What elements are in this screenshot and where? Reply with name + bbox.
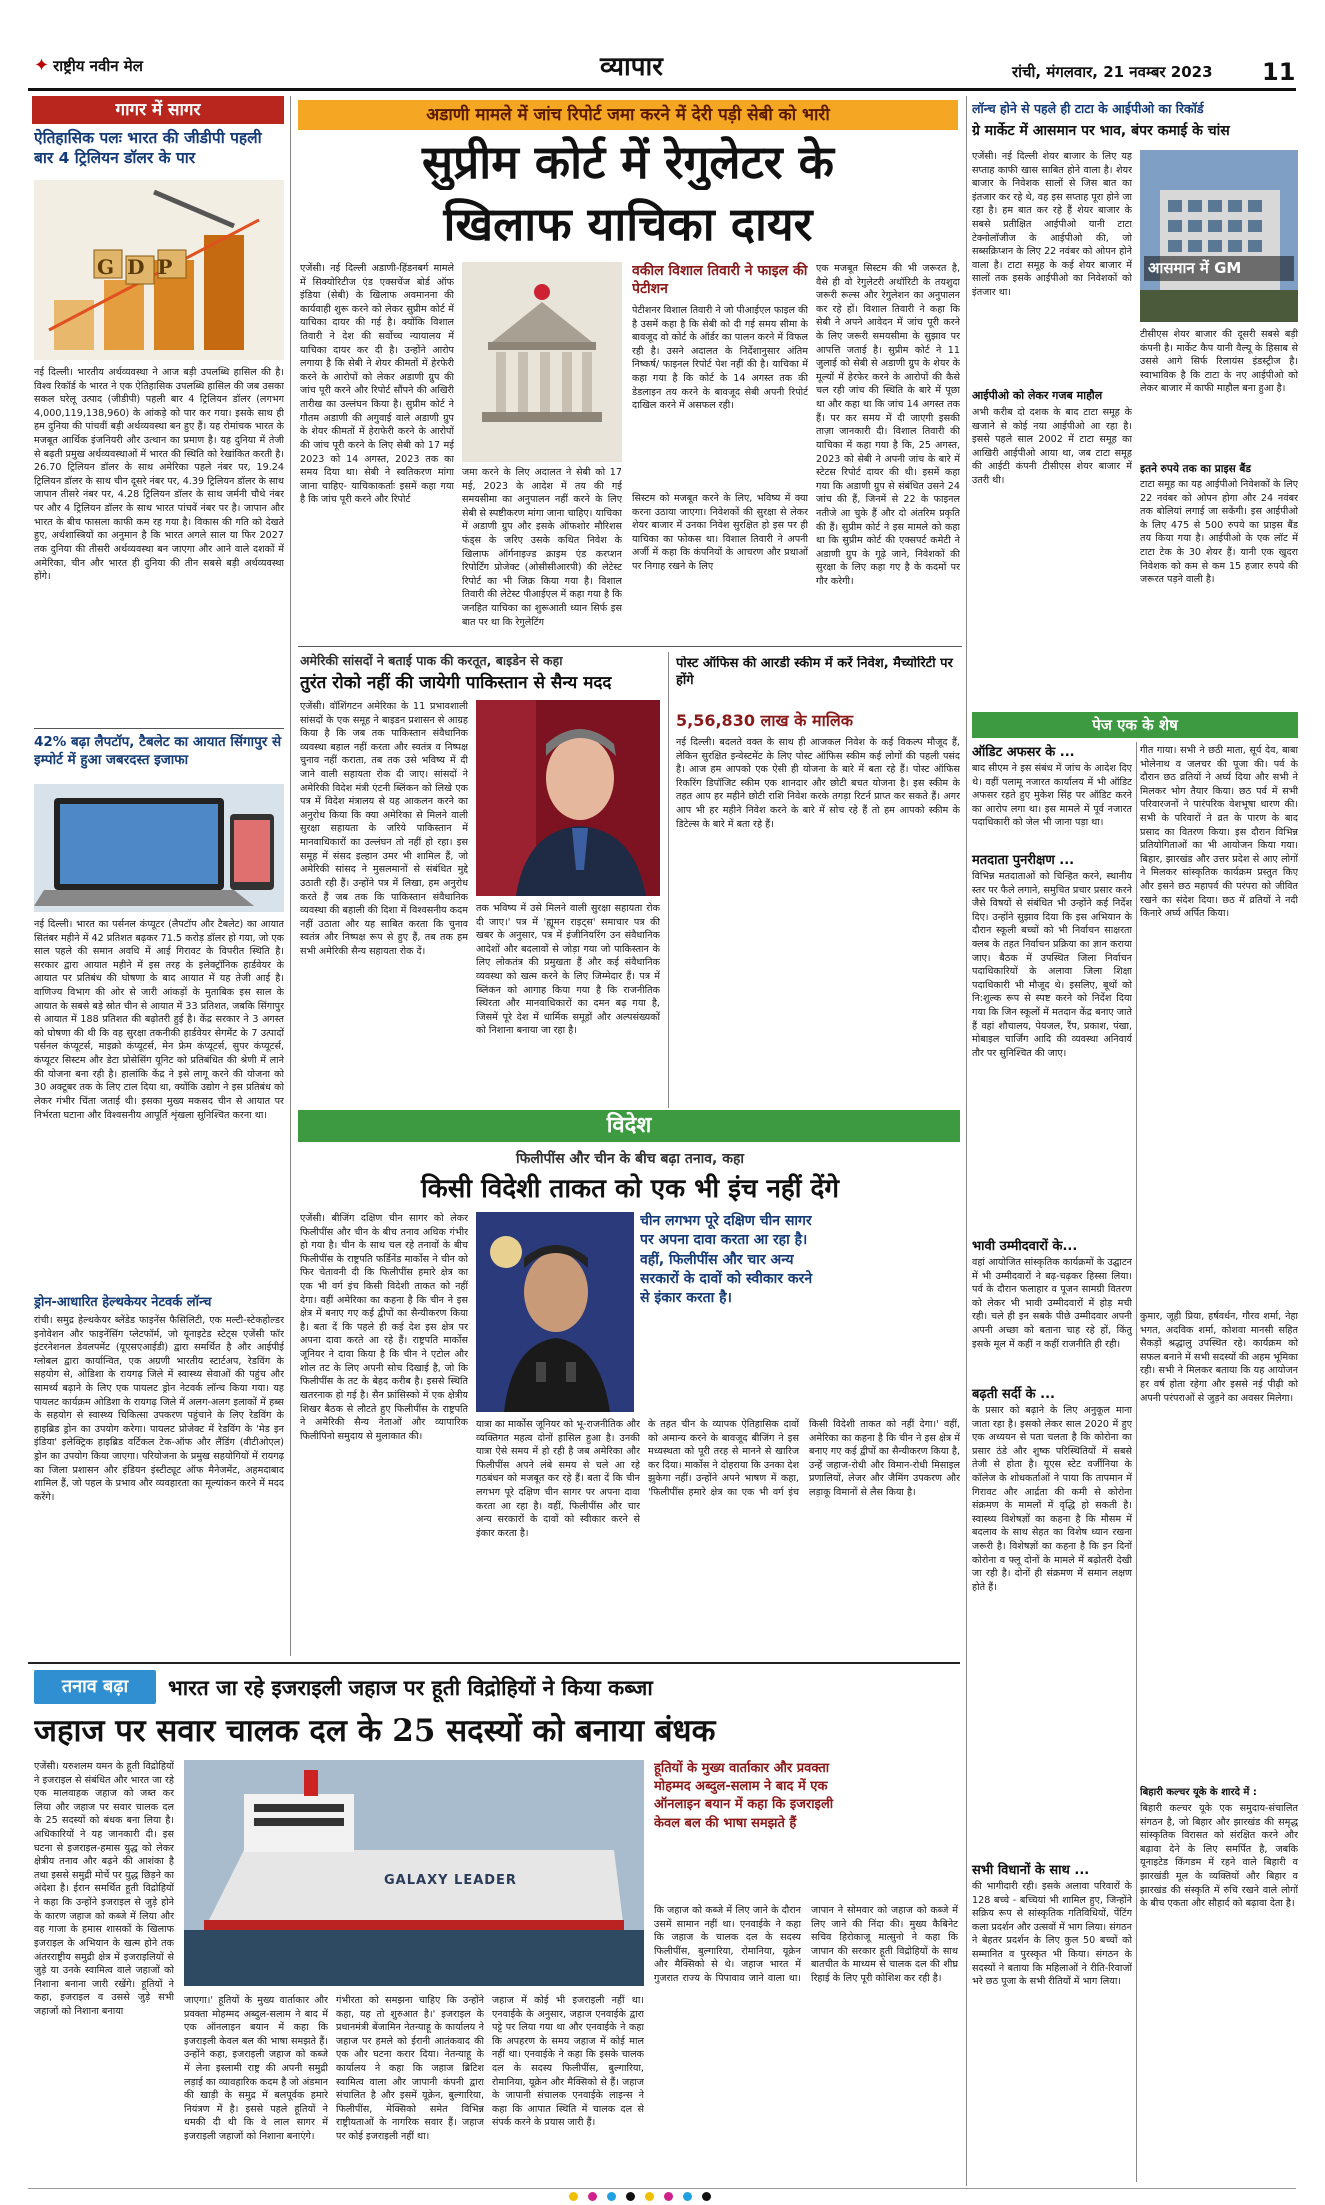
gdp-image	[34, 180, 284, 360]
registration-dot	[645, 2192, 654, 2201]
videsh-band: विदेश	[298, 1110, 960, 1142]
rule	[298, 646, 962, 647]
videsh-quote: चीन लगभग पूरे दक्षिण चीन सागर पर अपना दावा करता आ रहा है। वहीं, फिलीपींस और चार अन्य सरकारों के दावों को स्वीकार करने से इंकार करता है।	[640, 1213, 813, 1307]
lead-box-body: पेटीशनर विशाल तिवारी ने जो पीआईएल फाइल की है उसमें कहा है कि सेबी को दी गई समय सीमा के बावजूद वो कोर्ट के ऑर्डर का पालन करने में विफल रही है। उसने अदालत के निर्देशानुसार अंतिम निष्कर्ष/ फाइनल रिपोर्ट पेश नहीं की है। याचिका में कहा गया है कि कोर्ट के 14 अगस्त तक की डेडलाइन तय करने के बावजूद सेबी अपनी रिपोर्ट दाखिल करने में असफल रही।	[632, 305, 808, 412]
laptop-headline: 42% बढ़ा लैपटॉप, टैबलेट का आयात सिंगापुर से इम्पोर्ट में हुआ जबरदस्त इजाफा	[34, 734, 282, 768]
lead-col4: एक मजबूत सिस्टम की भी जरूरत है, वैसे ही वो रेगुलेटरी अथॉरिटी के तयशुदा जरूरी रूल्स और रेगुलेशन का अनुपालन कर रहे हों। विशाल तिवारी ने कहा कि सेबी ने अपने आवेदन में जांच पूरी करने के लिए जरूरी समयसीमा के सुझाव पर आपत्ति जताई है। सुप्रीम कोर्ट ने 11 जुलाई को सेबी से अडाणी ग्रुप के शेयर के मूल्यों में हेरफेर करने के आरोपों की कैसे चल रही जांच की स्थिति के बारे में पूछा था और कहा था कि जांच 14 अगस्त तक हैं। पर कर समय में दी जाएगी इसकी ताज़ा जानकारी दी। विशाल तिवारी की याचिका में कहा गया है कि, 25 अगस्त, 2023 को सेबी ने अपनी जांच के बारे में स्टेटस रिपोर्ट दायर की थी। इसमें कहा गया कि अडाणी ग्रुप से संबंधित उसने 24 जांच की हैं, जिनमें से 22 के फाइनल नतीजे आ चुके हैं और दो अंतरिम प्रकृति की हैं। सुप्रीम कोर्ट ने इस मामले को कहा था कि सुप्रीम कोर्ट की एक्सपर्ट कमेटी ने अडाणी ग्रुप के गूढ़े जाने, निवेशकों की सुरक्षा के लिए कहा गए है के कदमों पर गौर करेगी।	[816, 263, 960, 588]
blinken-kicker: अमेरिकी सांसदों ने बताई पाक की करतूत, बाइडेन से कहा	[300, 653, 563, 668]
videsh-kicker: फिलीपींस और चीन के बीच बढ़ा तनाव, कहा	[515, 1151, 745, 1167]
col-divider-left	[290, 96, 291, 1656]
tata-body3: टीसीएस शेयर बाजार की दूसरी सबसे बड़ी कंपनी है। मार्केट कैप यानी वैल्यू के हिसाब से उससे आगे सिर्फ रिलायंस इंडस्ट्रीज है। स्वाभाविक है कि टाटा के नए आईपीओ को लेकर बाजार में काफी माहौल बना हुआ है।	[1140, 329, 1298, 395]
shesh-body-2: विभिन्न मतदाताओं को चिन्हित करने, स्थानीय स्तर पर फैले लगाने, समुचित प्रचार प्रसार करने जैसे विषयों से संबंधित भी उन्होंने कई निर्देश दिए। उन्होंने सुझाव दिया कि इस अभियान के दौरान स्कूली बच्चों को भी निर्वाचन साक्षरता क्लब के तहत निर्वाचन प्रक्रिया का ज्ञान कराया जाए। बैठक में उपस्थित जिला निर्वाचन पदाधिकारियों के अलावा जिला शिक्षा पदाधिकारी भी मौजूद थे। इसलिए, बूथों को नि:शुल्क रूप से स्पष्ट करने को निर्देश दिया गया कि जिन स्कूलों में मतदान केंद्र बनाए जाते हैं वहां शौचालय, पेयजल, रैंप, प्रकाश, पंखा, मोबाइल चार्जिंग आदि की व्यवस्था अनिवार्य तौर पर सुनिश्चित की जाए।	[972, 871, 1132, 1059]
blinken-photo	[476, 700, 660, 896]
shesh-heading-4: बढ़ती सर्दी के ...	[972, 1387, 1055, 1402]
drone-headline: ड्रोन-आधारित हेल्थकेयर नेटवर्क लॉन्च	[34, 1295, 212, 1310]
tata-sub2: इतने रुपये तक का प्राइस बैंड	[1140, 463, 1251, 475]
blinken-body2: तक भविष्य में उसे मिलने वाली सुरक्षा सहायता रोक दी जाए।' पत्र में 'ह्यूमन राइट्स' समाचार पत्र की खबर के अनुसार, पत्र में इंजीनियरिंग उन संवैधानिक आदेशों और बदलावों से जोड़ा गया जो पाकिस्तान के लिए लोकतंत्र की प्रमुखता हैं और कई संवैधानिक व्यवस्था को खत्म करने के लिए जिम्मेदार हैं। पत्र में ब्लिंकन को आगाह किया गया है कि राजनीतिक स्थिरता और मानवाधिकारों का दमन बढ़ गया है, जिसमें पूरे देश में धार्मिक समूहों और अल्पसंख्यकों को निशाना बनाया जा रहा है।	[476, 903, 660, 1037]
lead-box-headline: वकील विशाल तिवारी ने फाइल की पेटीशन	[632, 263, 808, 298]
videsh-body2: यात्रा का मार्कोस जूनियर को भू-राजनीतिक और व्यक्तिगत महत्व दोनों हासिल हुआ है। उनकी यात्रा ऐसे समय में हो रही है जब अमेरिका और फिलीपींस अपने लंबे समय से चले आ रहे गठबंधन को मजबूत कर रहे हैं। बता दें कि चीन लगभग पूरे दक्षिण चीन सागर पर अपना दावा करता आ रहा है। वहीं, फिलीपींस और चार अन्य सरकारों के दावों को स्वीकार करने से इंकार करता है।	[476, 1419, 640, 1539]
shesh-body-4: के प्रसार को बढ़ाने के लिए अनुकूल माना जाता रहा है। इसको लेकर साल 2020 में हुए एक अध्ययन से पता चलता है कि कोरोना का प्रसार ठंडे और शुष्क परिस्थितियों में सबसे तेजी से होता है। यूएस स्टेट वर्जीनिया के कॉलेज के शोधकर्ताओं ने पाया कि तापमान में गिरावट और आर्द्रता की कमी से कोरोना संक्रमण के मामलों में वृद्धि हो सकती है। स्वास्थ्य विशेषज्ञों का कहना है कि मौसम में बदलाव के साथ सेहत का विशेष ध्यान रखना जरूरी है। विशेषज्ञों का कहना है कि इन दिनों कोरोना व फ्लू दोनों के मामले में बढ़ोतरी देखी जा रही है। दोनों ही संक्रमण में समान लक्षण होते हैं।	[972, 1405, 1132, 1593]
marcos-photo	[476, 1212, 634, 1412]
lead-col2: जमा करने के लिए अदालत ने सेबी को 17 मई, 2023 के आदेश में तय की गई समयसीमा का अनुपालन नहीं करने के लिए सेबी से स्पष्टीकरण मांगा जाना चाहिए। याचिका में अडाणी ग्रुप और इसके ऑफशोर मौरिशस फंड्स के जरिए उसके कथित निवेश के खिलाफ ऑर्गनाइज्ड क्राइम एंड करप्शन रिपोर्टिंग प्रोजेक्ट (ओसीसीआरपी) की लेटेस्ट रिपोर्ट का भी जिक्र किया गया है। विशाल तिवारी की लेटेस्ट पीआईएल में कहा गया है कि जनहित याचिका का शुरूआती ध्यान सिर्फ इस बात पर था कि रेगुलेटिंग	[462, 467, 622, 628]
col-divider-right	[966, 96, 967, 2186]
footer-rule	[28, 2188, 1296, 2189]
blinken-image	[476, 700, 660, 896]
tata-body4: टाटा समूह का यह आईपीओ निवेशकों के लिए 22 नवंबर को ओपन होगा और 24 नवंबर तक बोलियां लगाई जा सकेंगी। इस आईपीओ के लिए 475 से 500 रुपये का प्राइस बैंड तय किया गया है। आईपीओ के एक लॉट में टाटा टेक के 30 शेयर हैं। यानी एक खुदरा निवेशक को कम से कम 15 हजार रुपये की जरूरत पड़ने वाली है।	[1140, 479, 1298, 586]
court-illustration	[462, 262, 622, 462]
blinken-body1: एजेंसी। वॉशिंगटन अमेरिका के 11 प्रभावशाली सांसदों के एक समूह ने बाइडन प्रशासन से आग्रह किया है कि जब तक पाकिस्तान संवैधानिक व्यवस्था बहाल नहीं करता और स्वतंत्र व निष्पक्ष चुनाव नहीं कराता, तब तक उसे भविष्य में दी जाने वाली सहायता रोक दी जाए। सांसदों ने अमेरिकी विदेश मंत्री एंटनी ब्लिंकन को लिखे एक पत्र में विदेश मंत्रालय से यह आकलन करने का अनुरोध किया कि क्या अमेरिका से मिलने वाली सुरक्षा सहायता के जरिये पाकिस्तान में मानवाधिकारों का उल्लंघन तो नहीं हो रहा। इस समूह में संसद इल्हान उमर भी शामिल हैं, जो अमेरिकी सांसद ने मुसलमानों से संबंधित मुद्दे उठाती रही हैं। उन्होंने पत्र में लिखा, हम अनुरोध करते हैं जब तक कि पाकिस्तान संवैधानिक व्यवस्था की बहाली की दिशा में विश्वसनीय कदम नहीं उठाता और यह साबित करता कि चुनाव स्वतंत्र और निष्पक्ष रूप से हुए हैं, तब तक हम सभी अमेरिकी सैन्य सहायता रोक दें।	[300, 701, 468, 957]
supreme-court-image	[462, 262, 622, 462]
ship-image	[184, 1760, 644, 1986]
post-office-body: नई दिल्ली। बदलते वक्त के साथ ही आजकल निवेश के कई विकल्प मौजूद हैं, लेकिन सुरक्षित इन्वेस्टमेंट के लिए पोस्ट ऑफिस स्कीम कई लोगों की पहली पसंद है। आज हम आपको एक ऐसी ही योजना के बारे में बता रहे हैं। पोस्ट ऑफिस रिकरिंग डिपॉजिट स्कीम एक शानदार और छोटी बचत योजना है। इस स्कीम के तहत आप हर महीने छोटी राशि निवेश करके तगड़ा रिटर्न प्राप्त कर सकते हैं। अगर आप भी हर महीने निवेश करने के बारे में सोच रहे हैं तो हम आपको स्कीम के डिटेल्स के बारे में बता रहे हैं।	[676, 737, 960, 830]
col-divider	[1136, 742, 1137, 2182]
lead-kicker: अडाणी मामले में जांच रिपोर्ट जमा करने में देरी पड़ी सेबी को भारी	[298, 100, 958, 130]
rule	[34, 728, 284, 729]
registration-dot	[702, 2192, 711, 2201]
page-number: 11	[1262, 58, 1296, 86]
tanav-quote: हूतियों के मुख्य वार्ताकार और प्रवक्ता मोहम्मद अब्दुल-सलाम ने बाद में एक ऑनलाइन बयान में कहा कि इजराइली केवल बल की भाषा समझते हैं	[654, 1761, 834, 1831]
shesh-body-5: की भागीदारी रही। इसके अलावा परिवारों के 128 बच्चे - बच्चियां भी शामिल हुए, जिन्होंने सक्रिय रूप से सांस्कृतिक गतिविधियों, पेंटिंग कला प्रदर्शन और उत्सवों में भाग लिया। संगठन ने बेहतर प्रदर्शन के लिए कुल 50 बच्चों को सम्मानित व पुरस्कृत भी किया। संगठन के सदस्यों ने बताया कि महिलाओं ने रीति-रिवाजों भरे छठ पूजा के सभी रीतियों में भाग लिया।	[972, 1881, 1132, 1988]
tanav-headline: जहाज पर सवार चालक दल के 25 सदस्यों को बनाया बंधक	[34, 1713, 716, 1749]
tanav-body2: जाएगा।' हूतियों के मुख्य वार्ताकार और प्रवक्ता मोहम्मद अब्दुल-सलाम ने बाद में एक ऑनलाइन बयान में कहा कि इजराइली केवल बल की भाषा समझते हैं। उन्होंने कहा, इजराइली जहाज को कब्जे में लेना इस्लामी राष्ट्र की अपनी समुद्री लड़ाई का व्यावहारिक कदम है जो अंडमान की खाड़ी के समुद्र में बलपूर्वक हमारे नियंत्रण में है। इससे पहले हूतियों ने धमकी दी थी कि वे लाल सागर में इजराइली जहाजों को निशाना बनाएंगे।	[184, 1995, 328, 2143]
tata-sub1: आईपीओ को लेकर गजब माहौल	[972, 389, 1103, 402]
shesh-col2-body1: गीत गाया। सभी ने छठी माता, सूर्य देव, बाबा भोलेनाथ व जलचर की पूजा की। पर्व के दौरान छठ व्रतियों ने अर्घ्य दिया और सभी ने मिलकर भोग तैयार किया। छठ पर्व में सभी परिवारजनों ने पारंपरिक वेशभूषा धारण की। सभी के परिवारों ने व्रत के पारण के बाद प्रसाद का वितरण किया। इस दौरान विभिन्न प्रतियोगिताओं का भी आयोजन किया गया। बिहार, झारखंड और उत्तर प्रदेश से आए लोगों ने मिलकर सांस्कृतिक कार्यक्रम प्रस्तुत किए और इसने छठ महापर्व की परंपरा को जीवित रखने का संदेश दिया। छठ में व्रतियों ने नदी किनारे अर्घ्य अर्पित किया।	[1140, 745, 1298, 920]
tata-body2: अभी करीब दो दशक के बाद टाटा समूह के खजाने से कोई नया आईपीओ आ रहा है। इससे पहले साल 2002 में टाटा समूह का आखिरी आईपीओ आया था, जब टाटा समूह की आईटी कंपनी टीसीएस शेयर बाजार में उतरी थी।	[972, 407, 1132, 487]
ship-name-text: GALAXY LEADER	[384, 1873, 517, 1888]
gagar-band: गागर में सागर	[32, 96, 284, 124]
lead-col3b: सिस्टम को मजबूत करने के लिए, भविष्य में क्या करना उठाया जाएगा। निवेशकों की सुरक्षा से लेकर शेयर बाजार में उनका निवेश सुरक्षित हो इस पर ही याचिका का फोकस था। विशाल तिवारी ने अपनी अर्जी में कहा कि कंपनियों के आचरण और प्रथाओं पर निगाह रखने के लिए	[632, 493, 808, 573]
page-ek-band: पेज एक के शेष	[972, 712, 1298, 738]
shesh-col2-sub: बिहारी कल्चर यूके के शारदे में :	[1140, 1787, 1257, 1798]
laptop-illustration	[34, 784, 284, 912]
gdp-headline: ऐतिहासिक पलः भारत की जीडीपी पहली बार 4 ट्रिलियन डॉलर के पार	[34, 129, 262, 168]
registration-dot	[626, 2192, 635, 2201]
videsh-body3: के तहत चीन के व्यापक ऐतिहासिक दावों को अमान्य करने के बावजूद बीजिंग ने इस मध्यस्थता को पूरी तरह से मानने से खारिज कर दिया। मार्कोस ने दोहराया कि उनका देश झुकेगा नहीं। उन्होंने अपने भाषण में कहा, 'फिलीपींस हमारे क्षेत्र का एक भी वर्ग इंच किसी विदेशी ताकत को नहीं देगा।' वहीं, अमेरिका का कहना है कि चीन ने इस क्षेत्र में बनाए गए कई द्वीपों का सैन्यीकरण किया है, उन्हें जहाज-रोधी और विमान-रोधी मिसाइल प्रणालियों, लेजर और जैमिंग उपकरण और लड़ाकू विमानों से लैस किया है।	[648, 1419, 960, 1499]
shesh-heading-2: मतदाता पुनरीक्षण ...	[972, 853, 1075, 868]
shesh-col2-body3: बिहारी कल्चर यूके एक समुदाय-संचालित संगठन है, जो बिहार और झारखंड की समृद्ध सांस्कृतिक विरासत को संरक्षित करने और बढ़ावा देने के लिए समर्पित है, जबकि यूनाइटेड किंगडम में रहने वाले बिहारी व झारखंडी मूल के व्यक्तियों और बिहार व झारखंड की संस्कृति में रुचि रखने वाले लोगों के बीच एकता और सौहार्द को बढ़ावा देता है।	[1140, 1803, 1298, 1910]
shesh-col2-body2: कुमार, जूही प्रिया, हर्षवर्धन, गौरव शर्मा, नेहा भगत, अदविक शर्मा, कोशवा मानसी सहित सैकड़ों श्रद्धालु उपस्थित रहे। कार्यक्रम को सफल बनाने में सभी सदस्यों की अहम भूमिका रही। सभी ने मिलकर बताया कि यह आयोजन हर वर्ष होता रहेगा और इससे नई पीढ़ी को अपनी परंपराओं से जुड़ने का अवसर मिलेगा।	[1140, 1311, 1298, 1404]
registration-dot	[569, 2192, 578, 2201]
registration-marks	[540, 2192, 740, 2202]
rule	[28, 1662, 960, 1664]
lead-headline-line1: सुप्रीम कोर्ट में रेगुलेटर के	[422, 135, 834, 189]
masthead-rule	[28, 88, 1296, 91]
gdp-body: नई दिल्ली। भारतीय अर्थव्यवस्था ने आज बड़ी उपलब्धि हासिल की है। विश्व रिकॉर्ड के भारत ने एक ऐतिहासिक उपलब्धि हासिल की जब उसका सकल घरेलू उत्पाद (जीडीपी) पहली बार 4 ट्रिलियन डॉलर (लगभग 4,000,119,138,960) के आंकड़े को पार कर गया। इसके साथ ही हम दुनिया की पांचवीं बड़ी अर्थव्यवस्था बन हुए हैं। यह रोमांचक भारत के मजबूत आर्थिक इंजनियरी और उत्थान का प्रमाण है। यह दुनिया में तेजी से बढ़ती प्रमुख अर्थव्यवस्थाओं में भारत की स्थिति को रेखांकित करती है। 26.70 ट्रिलियन डॉलर के साथ अमेरिका पहले नंबर पर, 19.24 ट्रिलियन डॉलर के साथ चीन दूसरे नंबर पर, 4.39 ट्रिलियन डॉलर के साथ जापान तीसरे नंबर पर, 4.28 ट्रिलियन डॉलर के साथ जर्मनी चौथे नंबर पर और 4 ट्रिलियन डॉलर के साथ भारत पांचवें नंबर पर है। जापान और भारत के बीच फासला काफी कम रह गया है। विकास की गति को देखते हुए, अर्थशास्त्रियों का अनुमान है कि भारत अगले साल या फिर 2027 तक दुनिया की तीसरी अर्थव्यवस्था बन जाएगा और आने वाले दशकों में अमेरिका, चीन और भारत ही दुनिया की तीन सबसे बड़ी अर्थव्यवस्था होंगे।	[34, 367, 284, 583]
lead-col1: एजेंसी। नई दिल्ली अडाणी-हिंडनबर्ग मामले में सिक्योरिटीज एंड एक्सचेंज बोर्ड ऑफ इंडिया (सेबी) के खिलाफ अवमानना की कार्यवाही शुरू करने को लेकर सुप्रीम कोर्ट में याचिका दायर की गई है। क्योंकि विशाल तिवारी ने देश की सर्वोच्च न्यायालय में याचिका दायर कर दी है। उन्होंने आरोप लगाया है कि सेबी ने शेयर कीमतों में हेरफेरी करने के आरोपों को लेकर अडाणी ग्रुप की जांच पूरी करने और रिपोर्ट सौंपने की अखिरी तारीख का उल्लंघन किया है। सुप्रीम कोर्ट ने गौतम अडाणी की अगुवाई वाले अडाणी ग्रुप के शेयर कीमतों में हेराफेरी करने के आरोपों की जांच पूरी करने के लिए सेबी को 17 मई 2023 को 14 अगस्त, 2023 तक का समय दिया था। सेबी ने स्वतिकरण मांगा जाना चाहिए- याचिकाकर्ताः इसमें कहा गया है कि जांच पूरी करने और रिपोर्ट	[300, 263, 454, 506]
lead-headline-line2: खिलाफ याचिका दायर	[443, 197, 813, 251]
masthead	[0, 0, 1325, 92]
registration-dot	[588, 2192, 597, 2201]
tata-body1: एजेंसी। नई दिल्ली शेयर बाजार के लिए यह सप्ताह काफी खास साबित होने वाला है। शेयर बाजार के निवेशक सालों से जिस बात का इंतजार कर रहे थे, वह इस सप्ताह पूरा होने जा रहा है। हम बात कर रहे हैं शेयर बाजार के सबसे प्रतीक्षित आईपीओ यानी टाटा टेक्नोलॉजीज के आईपीओ की, जो सब्सक्रिप्शन के लिए 22 नवंबर को ओपन होने वाला है। टाटा समूह के कई शेयर बाजार में सालों तक इसके आईपीओ का निवेशकों को इंतजार था।	[972, 151, 1132, 299]
post-office-headline: पोस्ट ऑफिस की आरडी स्कीम में करें निवेश, मैच्योरिटी पर होंगे	[676, 656, 953, 688]
tanav-body1: एजेंसी। यरुशलम यमन के हूती विद्रोहियों ने इजराइल से संबंधित और भारत जा रहे एक मालवाहक जहाज को जब्त कर लिया और जहाज पर सवार चालक दल के 25 सदस्यों को बंधक बना लिया है। अधिकारियों ने यह जानकारी दी। इस घटना से इजराइल-हमास युद्ध को लेकर क्षेत्रीय तनाव और बढ़ने की आशंका है तथा इससे समुद्री मोर्चे पर युद्ध छिड़ने का अंदेशा है। ईरान समर्थित हूती विद्रोहियों ने कहा कि उन्होंने इजराइल से जुड़े होने के कारण जहाज को कब्जे में लिया और वह गाजा के हमास शासकों के खिलाफ इजराइल के अभियान के खत्म होने तक अंतरराष्ट्रीय समुद्री क्षेत्र में इजराइलियों से जुड़े या उनके स्वामित्व वाले जहाजों को निशाना बनाना जारी रखेंगे। हूतियों ने कहा, इजराइल व उससे जुड़े सभी जहाजों को निशाना बनाया	[34, 1761, 174, 2017]
videsh-headline: किसी विदेशी ताकत को एक भी इंच नहीं देंगे	[421, 1174, 839, 1204]
tata-headline: ग्रे मार्केट में आसमान पर भाव, बंपर कमाई के चांस	[972, 123, 1230, 139]
videsh-body1: एजेंसी। बीजिंग दक्षिण चीन सागर को लेकर फिलीपींस और चीन के बीच तनाव अधिक गंभीर हो गया है। चीन के साथ चल रहे तनावों के बीच फिलीपींस के राष्ट्रपति फर्डिनेंड मार्कोस ने चीन को फिर चेतावनी दी कि फिलीपींस हमारे क्षेत्र का एक भी वर्ग इंच किसी विदेशी ताकत को नहीं देगा। वहीं अमेरिका का कहना है कि चीन ने इस क्षेत्र में बनाए गए कई द्वीपों का सैन्यीकरण किया है। बता दें कि पहले ही कई देश इस क्षेत्र पर अपना दावा करते आ रहे हैं। राष्ट्रपति मार्कोस जूनियर ने दावा किया है कि चीन ने एटोल और शोल तट के लिए अपनी सोच दिखाई है, जो कि फिलीपींस के तट के बेहद करीब है। इससे स्थिति खतरनाक हो गई है। सैन फ्रांसिस्को में एक क्षेत्रीय शिखर बैठक से लौटते हुए फिलीपींस के राष्ट्रपति ने अमेरिकी सैन्य नेताओं और व्यापारिक फिलीपिनो समुदाय से मुलाकात की।	[300, 1213, 468, 1442]
shesh-body-1: बाद सीएम ने इस संबंध में जांच के आदेश दिए थे। वहीं पलामू नजारत कार्यालय में भी ऑडिट अफसर रहते हुए मुकेश सिंह पर ऑडिट करने का आरोप लगा था। इस मामले में पूर्व नजारत पदाधिकारी को जेल भी जाना पड़ा था।	[972, 763, 1132, 829]
shesh-heading-5: सभी विधानों के साथ ...	[972, 1863, 1090, 1878]
laptop-body: नई दिल्ली। भारत का पर्सनल कंप्यूटर (लैपटॉप और टैबलेट) का आयात सितंबर महीने में 42 प्रतिशत बढ़कर 71.5 करोड़ डॉलर हो गया, जो एक साल पहले की समान अवधि में आई गिरावट के विपरीत स्थिति है। सरकार द्वारा आयात महीने में इस तरह के इलेक्ट्रॉनिक हार्डवेयर के आयात पर प्रतिबंध की घोषणा के बाद आयात में यह तेजी आई है। वाणिज्य विभाग की ओर से जारी आंकड़ों के मुताबिक इस साल के आयात के सबसे बड़े स्रोत चीन से आयात में 33 प्रतिशत, जबकि सिंगापुर से आयात में 188 प्रतिशत की बढ़ोतरी हुई है। केंद्र सरकार ने 3 अगस्त को घोषणा की थी कि वह सुरक्षा तकनीकी हार्डवेयर सेगमेंट के 7 उत्पादों पर्सनल कंप्यूटर्स, माइक्रो कंप्यूटर्स, मेन फ्रेम कंप्यूटर्स, सुपर कंप्यूटर्स, कंप्यूटर सिस्टम और डेटा प्रोसेसिंग यूनिट को प्रतिबंधित की श्रेणी में लाने की योजना बना रही है। हालांकि केंद्र ने इसे लागू करने की योजना को 30 अक्टूबर तक के लिए टाल दिया था, क्योंकि उद्योग ने इस प्रतिबंध को लेकर गंभीर चिंता जताई थी। इसका मुख्य मकसद चीन से आयात पर निर्भरता घटाना और विश्वसनीय आपूर्ति शृंखला सुनिश्चित करना था।	[34, 919, 284, 1121]
tanav-body4: कि जहाज को कब्जे में लिए जाने के दौरान उसमें सामान नहीं था। एनवाईके ने कहा कि जहाज के चालक दल के सदस्य फिलीपींस, बुल्गारिया, रोमानिया, यूक्रेन और मैक्सिको से थे। जहाज भारत में गुजरात राज्य के पिपावाव जाने वाला था। जापान ने सोमवार को जहाज को कब्जे में लिए जाने की निंदा की। मुख्य कैबिनेट सचिव हिरोकाजू मात्सुनो ने कहा कि जापान की सरकार हूती विद्रोहियों के साथ बातचीत के माध्यम से चालक दल की शीघ्र रिहाई के लिए पूरी कोशिश कर रही है।	[654, 1905, 958, 1985]
logo	[34, 54, 143, 79]
blinken-headline: तुरंत रोको नहीं की जायेगी पाकिस्तान से सैन्य मदद	[300, 673, 612, 693]
post-office-subhead: 5,56,830 लाख के मालिक	[676, 711, 854, 730]
tanav-body5: जहाज में कोई भी इजराइली नहीं था। एनवाईके के अनुसार, जहाज एनवाईके द्वारा पट्टे पर लिया गया था और एनवाईके ने कहा कि अपहरण के समय जहाज में कोई माल नहीं था। एनवाईके ने कहा कि इसके चालक दल के सदस्य फिलीपींस, बुल्गारिया, रोमानिया, यूक्रेन और मैक्सिको से हैं। जहाज के जापानी संचालक एनवाईके लाइन्स ने कहा कि आपात स्थिति में चालक दल से संपर्क करने के प्रयास जारी हैं।	[492, 1995, 644, 2129]
tanav-kicker: भारत जा रहे इजराइली जहाज पर हूती विद्रोहियों ने किया कब्जा	[168, 1676, 653, 1700]
registration-dot	[664, 2192, 673, 2201]
logo-star-icon: ✦	[34, 55, 50, 76]
paper-name: राष्ट्रीय नवीन मेल	[53, 57, 143, 76]
registration-dot	[607, 2192, 616, 2201]
drone-body: रांची। समुद्र हेल्थकेयर ब्लेंडेड फाइनेंस फैसिलिटी, एक मल्टी-स्टेकहोल्डर इनोवेशन और फाइनेंसिंग प्लेटफॉर्म, जो यूनाइटेड स्टेट्स एजेंसी फॉर इंटरनेशनल डेवलपमेंट (यूएसएआईडी) द्वारा समर्थित है और आईपीई ग्लोबल द्वारा कार्यान्वित, एक अग्रणी भारतीय स्टार्टअप, रेडविंग के सहयोग से, ओडिशा के रायगढ़ जिले में स्वास्थ्य सेवाओं की पहुंच और सामर्थ्य बढ़ाने के लिए एक पायलट ड्रोन नेटवर्क लॉन्च किया गया। यह पायलट कार्यक्रम ओडिशा के रायगढ़ जिले में अलग-अलग इलाकों में हब्स के सहयोग से स्वास्थ्य चिकित्सा उपकरण पहुंचाने के लिए रेडविंग के हाइब्रिड ड्रोन का उपयोग करेगा। पायलट प्रोजेक्ट में रेडविंग के 'मेड इन इंडिया' इलेक्ट्रिक हाइब्रिड वर्टिकल टेक-ऑफ और लैंडिंग (वीटीओएल) ड्रोन का उपयोग किया जाएगा। परियोजना के प्रमुख सहयोगियों में रायगढ़ का जिला प्रशासन और इंडियन इंस्टीट्यूट ऑफ मैनेजमेंट, अहमदाबाद शामिल हैं, जो पहल के प्रभाव और व्यवहारता का मूल्यांकन करने में मदद करेंगे।	[34, 1315, 284, 1503]
laptop-image	[34, 784, 284, 912]
tata-photo-text: आसमान में GM	[1144, 256, 1294, 281]
shesh-heading-3: भावी उम्मीदवारों के...	[972, 1239, 1078, 1254]
tata-photo	[1140, 150, 1298, 322]
marcos-image	[476, 1212, 634, 1412]
shesh-heading-1: ऑडिट अफसर के ...	[972, 745, 1075, 760]
gdp-tile-text: GDP	[97, 255, 186, 279]
tata-image	[1140, 150, 1298, 322]
section-title: व्यापार	[600, 52, 663, 82]
tanav-band: तनाव बढ़ा	[34, 1670, 156, 1704]
col-divider	[668, 652, 669, 1108]
registration-dot	[683, 2192, 692, 2201]
tata-kicker: लॉन्च होने से पहले ही टाटा के आईपीओ का रिकॉर्ड	[972, 101, 1204, 116]
dateline: रांची, मंगलवार, 21 नवम्बर 2023	[1012, 63, 1213, 81]
tanav-body3: गंभीरता को समझना चाहिए कि उन्होंने कहा, यह तो शुरुआत है।' इजराइल के प्रधानमंत्री बेंजामिन नेतन्याहू के कार्यालय ने जहाज पर हमले को ईरानी आतंकवाद की एक और घटना करार दिया। नेतन्याहू के कार्यालय ने कहा कि जहाज ब्रिटिश स्वामित्व वाला और जापानी कंपनी द्वारा संचालित है और इसमें यूक्रेन, बुल्गारिया, फिलीपींस, मेक्सिको समेत विभिन्न राष्ट्रीयताओं के नागरिक सवार हैं। जहाज पर कोई इजराइली नहीं था।	[336, 1995, 484, 2143]
shesh-body-3: वहां आयोजित सांस्कृतिक कार्यक्रमों के उद्घाटन में भी उम्मीदवारों ने बढ़-चढ़कर हिस्सा लिया। पर्व के दौरान फलाहार व पूजन सामग्री वितरण को लेकर भी भावी उम्मीदवारों में होड़ मची रही। चले ही इन सबके पीछे उम्मीदवार अपनी अपनी अच्छा को बताना चाह रहे हों, किंतु इसके मूल में कहीं न कहीं राजनीति ही रही।	[972, 1257, 1132, 1350]
